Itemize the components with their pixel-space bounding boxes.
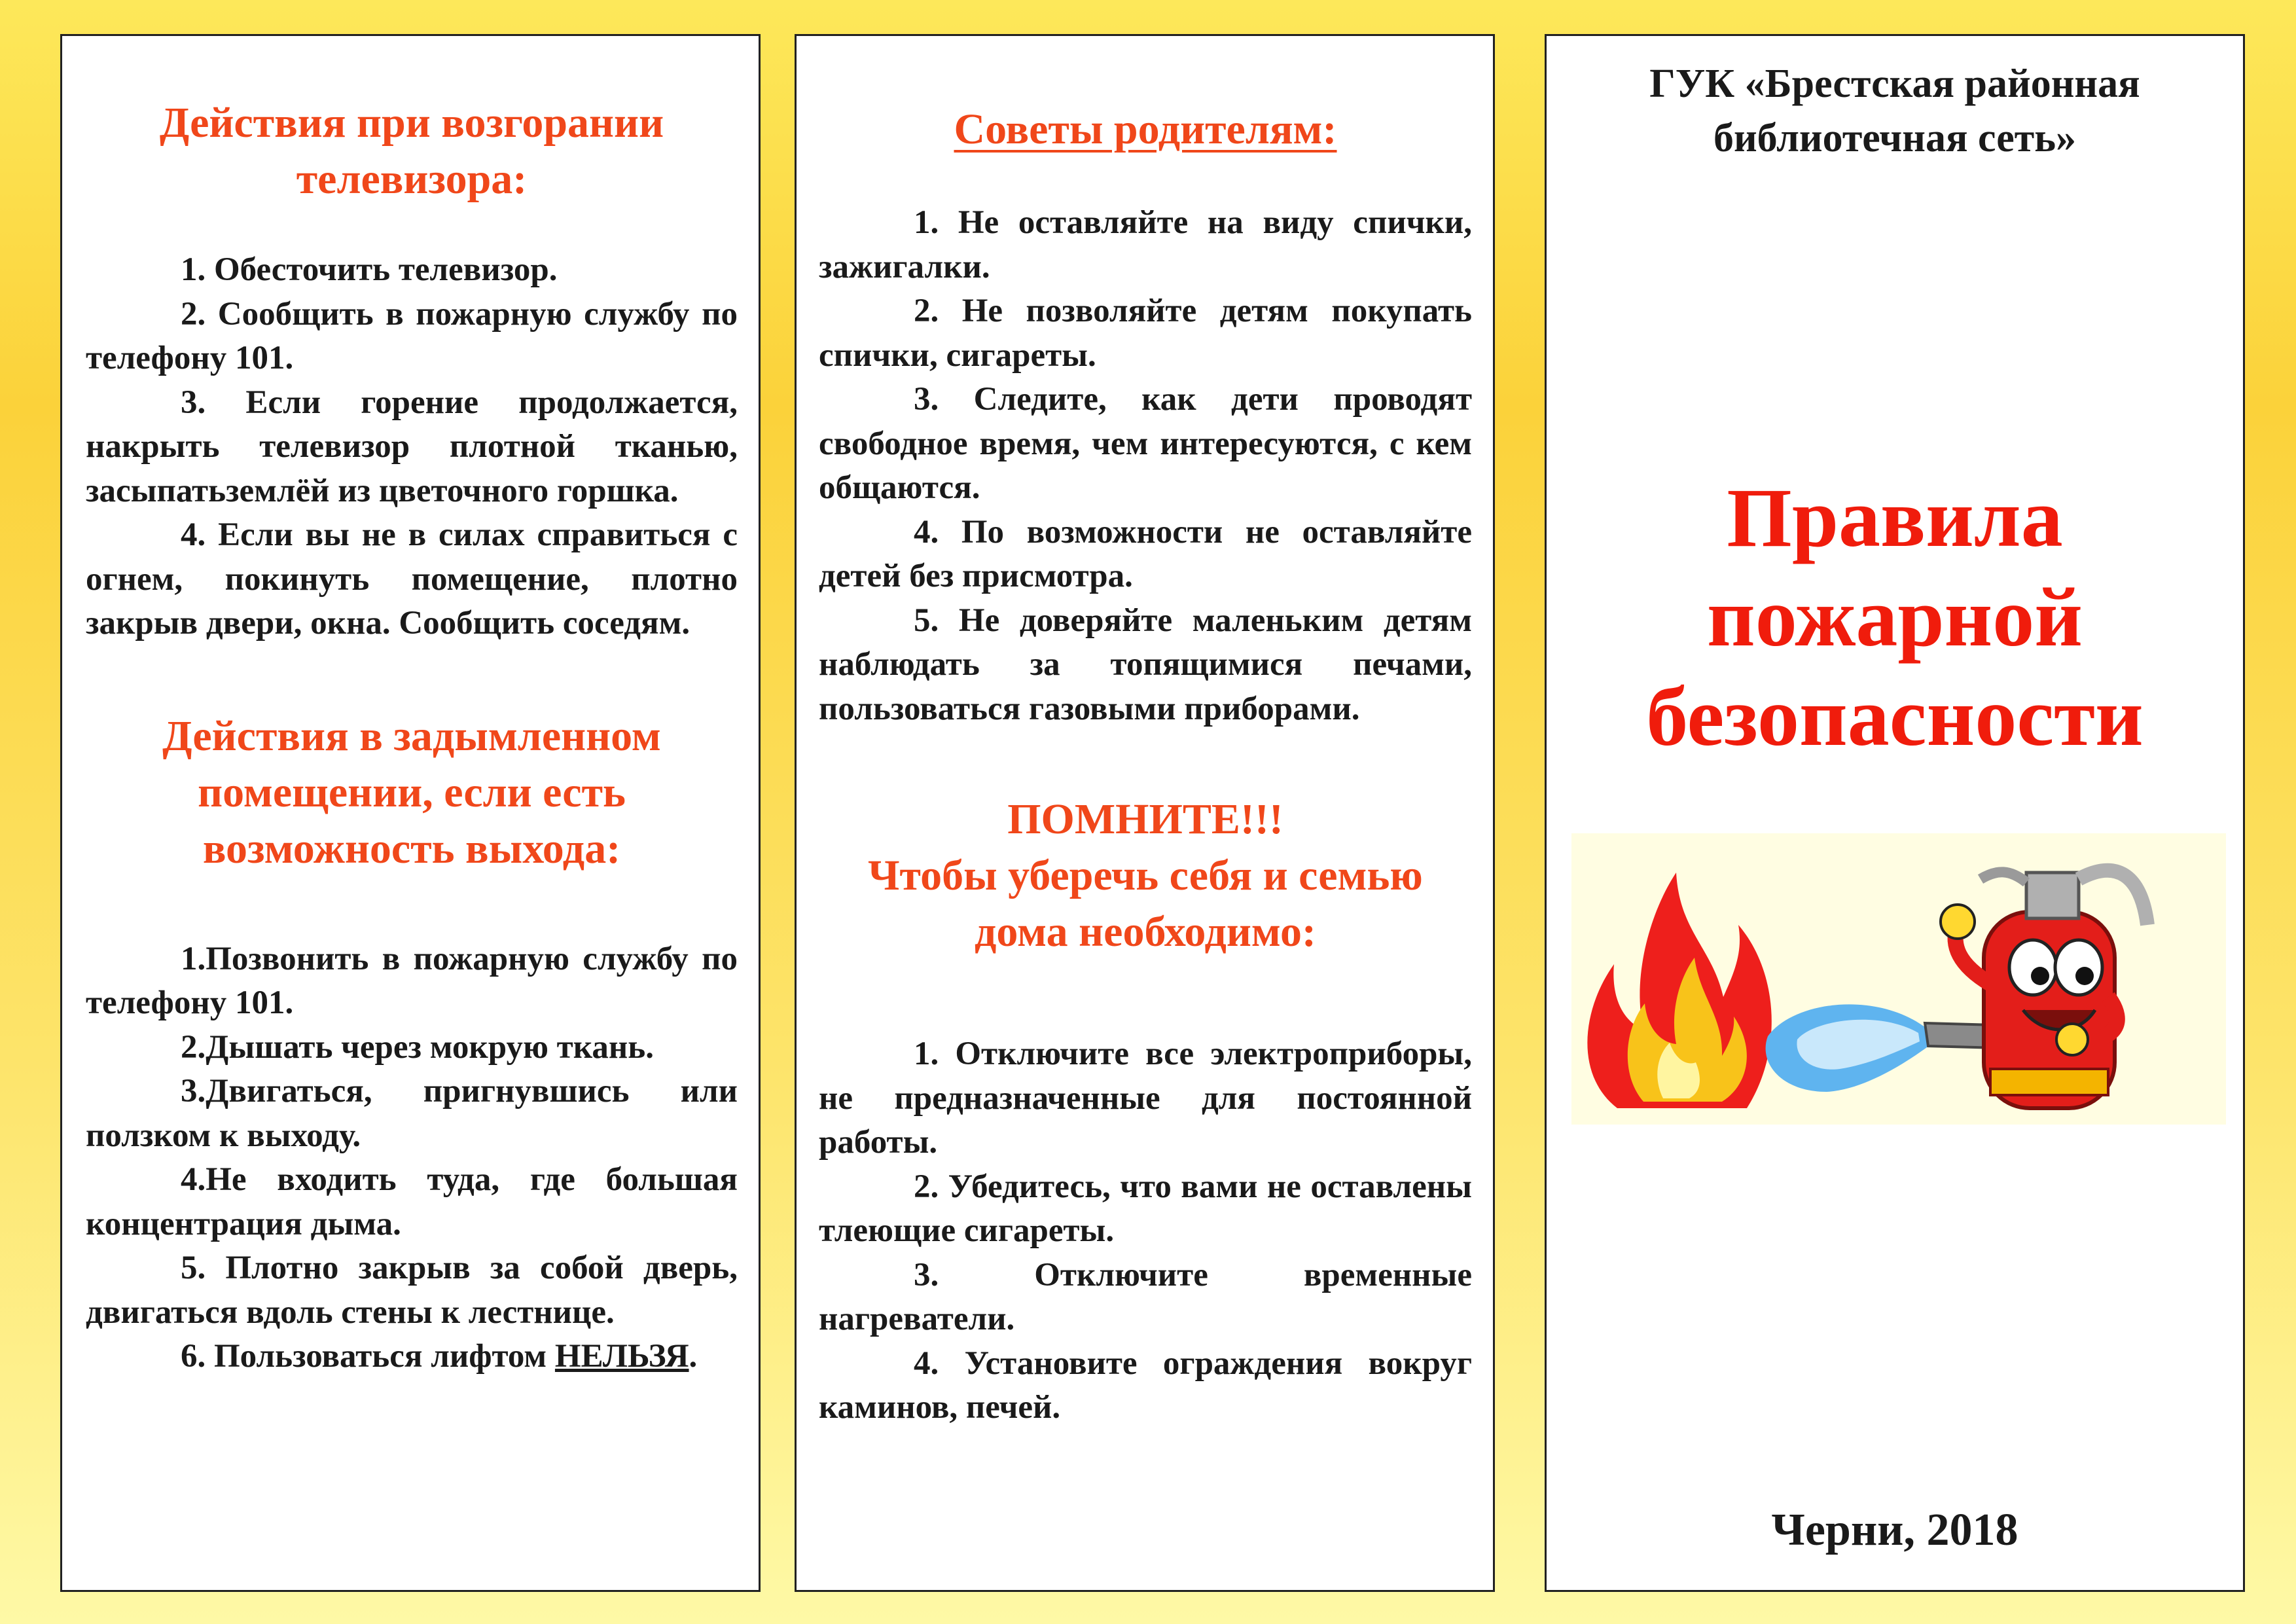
list-item: 1.Позвонить в пожарную службу по телефону 101. <box>86 940 738 1021</box>
parents-advice-heading: Советы родителям: <box>954 105 1337 153</box>
remember-title: ПОМНИТЕ!!! <box>1007 795 1283 843</box>
illustration-svg <box>1571 833 2226 1125</box>
list-item: 4.Не входить туда, где большая концентрация дыма. <box>86 1161 738 1242</box>
list-item: 4. Если вы не в силах справиться с огнем, покинуть помещение, плотно закрыв двери, окна. Сообщить соседям. <box>86 516 738 641</box>
remember-text: Чтобы уберечь себя и семью дома необходимо: <box>868 852 1423 956</box>
middle-panel <box>795 34 1495 1592</box>
flame-icon <box>1587 873 1771 1108</box>
list-item: 4. Установите ограждения вокруг каминов, печей. <box>819 1344 1472 1426</box>
parents-advice-list <box>819 201 1472 731</box>
list-item: 1. Отключите все электроприборы, не предназначенные для постоянной работы. <box>819 1036 1472 1161</box>
tv-fire-list <box>86 248 738 646</box>
list-item: 1. Не оставляйте на виду спички, зажигалки. <box>819 204 1472 285</box>
list-item: 2. Не позволяйте детям покупать спички, сигареты. <box>819 293 1472 374</box>
organization-name: ГУК «Брестская районная библиотечная сеть» <box>1649 62 2140 160</box>
list-item-suffix: . <box>689 1338 698 1375</box>
left-panel <box>60 34 761 1592</box>
right-panel <box>1545 34 2245 1592</box>
list-item: 5. Не доверяйте маленьким детям наблюдать за топящимися печами, пользоваться газовыми приборами. <box>819 602 1472 727</box>
list-item-text: 6. Пользоваться лифтом <box>181 1338 547 1375</box>
list-item: 2. Сообщить в пожарную службу по телефону 101. <box>86 295 738 376</box>
tv-fire-heading: Действия при возгорании телевизора: <box>159 99 664 203</box>
fire-extinguisher-icon <box>1941 871 2147 1108</box>
water-jet-icon <box>1766 1004 1935 1092</box>
emphasis-text: НЕЛЬЗЯ <box>554 1338 689 1375</box>
list-item: 4. По возможности не оставляйте детей без присмотра. <box>819 513 1472 594</box>
list-item: 2. Убедитесь, что вами не оставлены тлеющие сигареты. <box>819 1168 1472 1249</box>
fire-extinguisher-illustration <box>1571 833 2226 1125</box>
list-item: 3. Отключите временные нагреватели. <box>819 1256 1472 1337</box>
list-item: 5. Плотно закрыв за собой дверь, двигаться вдоль стены к лестнице. <box>86 1250 738 1331</box>
list-item: 3. Следите, как дети проводят свободное время, чем интересуются, с кем общаются. <box>819 381 1472 506</box>
home-safety-list <box>819 1032 1472 1430</box>
smoke-room-list <box>86 937 738 1379</box>
brochure-title: Правила пожарной безопасности <box>1646 471 2144 763</box>
place-year: Черни, 2018 <box>1771 1505 2018 1555</box>
list-item: 3. Если горение продолжается, накрыть телевизор плотной тканью, засыпатьземлёй из цветочного горшка. <box>86 384 738 509</box>
smoke-room-heading: Действия в задымленном помещении, если есть возможность выхода: <box>162 712 661 873</box>
list-item: 2.Дышать через мокрую ткань. <box>181 1028 654 1066</box>
list-item <box>86 1335 738 1379</box>
list-item: 1. Обесточить телевизор. <box>181 251 558 288</box>
list-item: 3.Двигаться, пригнувшись или ползком к выходу. <box>86 1073 738 1154</box>
